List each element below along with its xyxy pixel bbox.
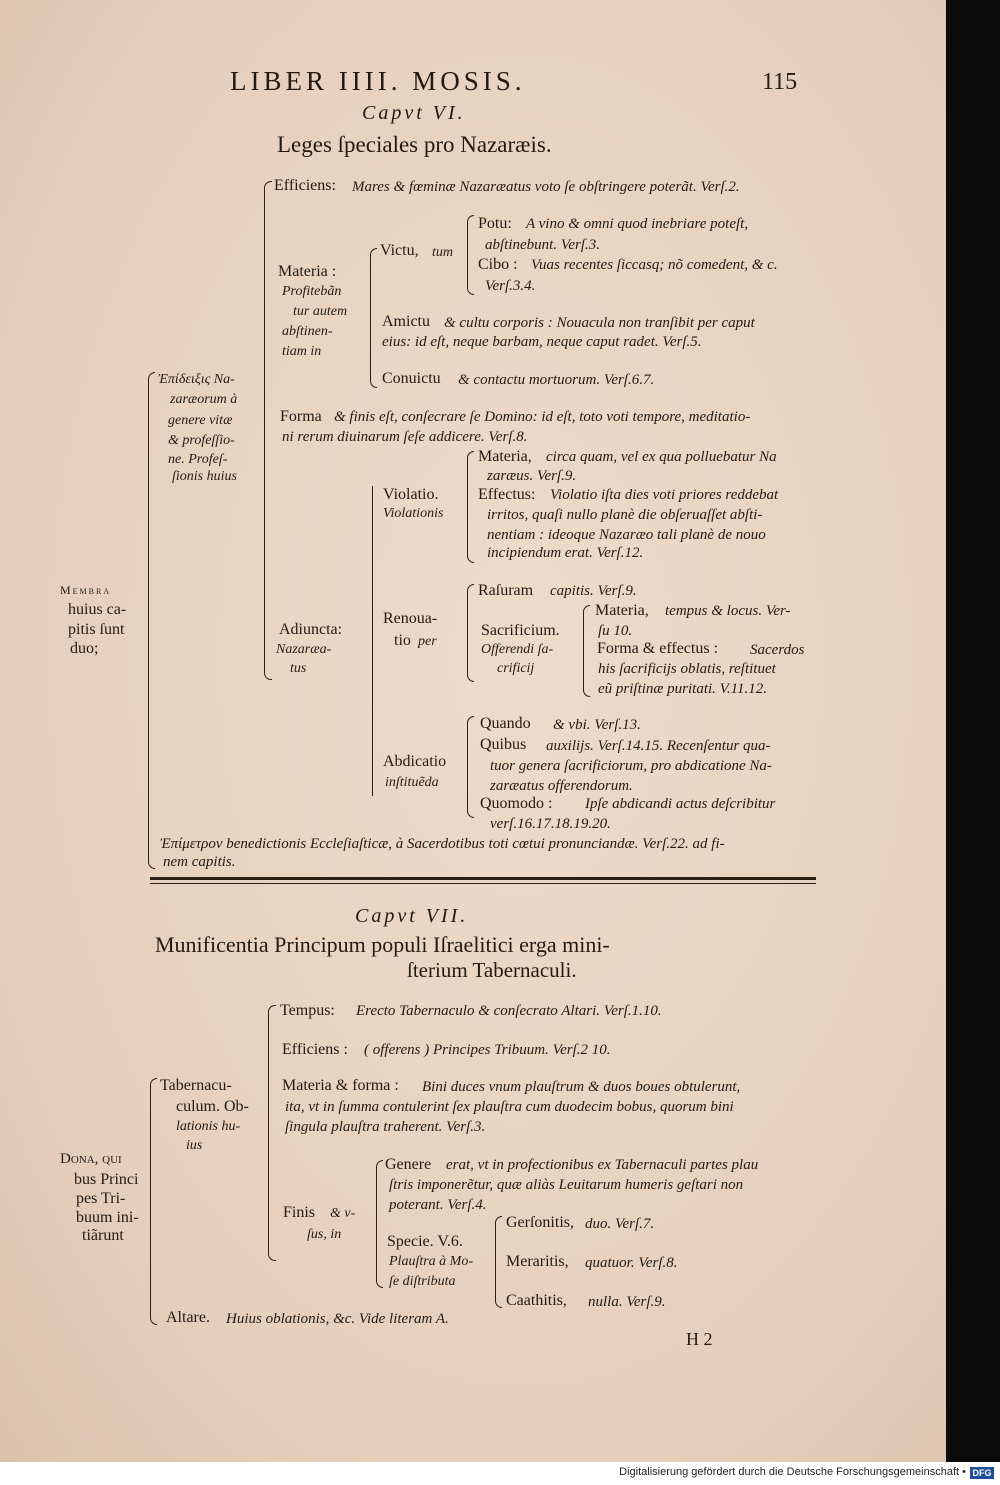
section-divider-thin: [150, 883, 816, 884]
caathitis-text: nulla. Verſ.9.: [588, 1294, 666, 1310]
sacrificium-label: Sacrificium.: [481, 622, 560, 639]
conuictu-label: Conuictu: [382, 370, 441, 387]
membra-2: huius ca-: [68, 601, 127, 618]
adiuncta-label: Adiuncta:: [279, 621, 343, 638]
footer-credit: Digitalisierung gefördert durch die Deutsche Forschungsgemeinschaft •: [619, 1466, 966, 1478]
forma-label: Forma: [280, 408, 322, 425]
renouatio-label-1: Renoua-: [383, 610, 438, 627]
amictu-label: Amictu: [382, 313, 430, 330]
violatio-materia-text-1: circa quam, vel ex qua polluebatur Na: [546, 449, 777, 465]
tabernaculum-1: Tabernacu-: [160, 1077, 232, 1094]
meraritis-label: Meraritis,: [506, 1253, 569, 1270]
footer-bar: [0, 1462, 1000, 1485]
materia7-text-2: ita, vt in ſumma contulerint ſex plauſtra cum duodecim bobus, quorum bini: [285, 1099, 734, 1115]
quomodo-label: Quomodo :: [480, 795, 553, 812]
altare-label: Altare.: [166, 1309, 210, 1326]
genere-label: Genere: [385, 1156, 432, 1173]
quibus-text-3: zaræatus offerendorum.: [490, 778, 633, 794]
brace-epideixis: [148, 372, 155, 869]
abdicatio-sub: inſtituẽda: [385, 775, 439, 790]
cibo-text-2: Verſ.3.4.: [485, 278, 536, 294]
sacr-materia-label: Materia,: [595, 602, 649, 619]
potu-text-2: abſtinebunt. Verſ.3.: [485, 237, 600, 253]
effectus-text-1: Violatio iſta dies voti priores reddebat: [550, 487, 779, 503]
gersonitis-text: duo. Verſ.7.: [585, 1216, 655, 1232]
efficiens7-label: Efficiens :: [282, 1041, 348, 1058]
adiuncta-line: [372, 486, 373, 796]
adiuncta-sub-1: Nazaræa-: [276, 642, 332, 657]
effectus-text-3: nentiam : ideoque Nazaræo tali planè de nouo: [487, 527, 766, 543]
brace-violatio: [467, 451, 474, 563]
genere-text-1: erat, vt in profectionibus ex Tabernaculi partes plau: [446, 1157, 759, 1173]
potu-text-1: A vino & omni quod inebriare poteſt,: [526, 216, 749, 232]
sacrificium-sub-1: Offerendi ſa-: [481, 642, 554, 657]
tabernaculum-4: ius: [186, 1138, 203, 1153]
tabernaculum-3: lationis hu-: [176, 1119, 241, 1134]
materia7-text-1: Bini duces vnum plauſtrum & duos boues obtulerunt,: [422, 1079, 741, 1095]
gersonitis-label: Gerſonitis,: [506, 1214, 574, 1231]
chapter-title-7-line-1: Munificentia Principum populi Iſraelitici erga mini-: [155, 932, 610, 957]
epimetron-text-2: nem capitis.: [163, 854, 236, 870]
epideixis-2: zaræorum à: [170, 392, 238, 407]
sacr-materia-text-1: tempus & locus. Ver-: [665, 603, 791, 619]
dona-5: tiãrunt: [82, 1227, 124, 1244]
epimetron-text-1: Ἐπίμετρον benedictionis Eccleſiaſticæ, à Sacerdotibus toti cœtui pronunciandæ. Verſ.22. ad fi-: [160, 836, 725, 852]
chapter-heading: Capvt VI.: [362, 102, 466, 124]
forma-text-1: & finis eſt, conſecrare ſe Domino: id eſt, toto voti tempore, meditatio-: [334, 409, 751, 425]
caathitis-label: Caathitis,: [506, 1292, 567, 1309]
materia-sub-4: tiam in: [282, 344, 322, 359]
chapter-heading-7: Capvt VII.: [355, 905, 469, 927]
materia7-text-3: ſingula plauſtra traherent. Verſ.3.: [285, 1119, 486, 1135]
chapter-title-7-line-2: ſterium Tabernaculi.: [407, 958, 577, 982]
materia-sub-3: abſtinen-: [282, 324, 333, 339]
victu-label: Victu,: [380, 242, 419, 259]
amictu-text-2: eius: id eſt, neque barbam, neque caput radet. Verſ.5.: [382, 334, 702, 350]
materia7-label: Materia & forma :: [282, 1077, 399, 1094]
violatio-sub: Violationis: [383, 506, 444, 521]
cibo-text-1: Vuas recentes ſiccasq; nõ comedent, & c.: [531, 257, 778, 273]
meraritis-text: quatuor. Verſ.8.: [585, 1255, 678, 1271]
epideixis-5: ne. Profeſ-: [168, 452, 228, 467]
brace-tabernaculum: [268, 1005, 276, 1261]
brace-materia: [370, 248, 377, 388]
sacrificium-sub-2: crificij: [497, 661, 535, 676]
conuictu-text: & contactu mortuorum. Verſ.6.7.: [458, 372, 655, 388]
epideixis-4: & profeſſio-: [168, 433, 235, 448]
tempus-label: Tempus:: [280, 1002, 335, 1019]
forma-text-2: ni rerum diuinarum ſeſe addicere. Verſ.8.: [282, 429, 528, 445]
violatio-materia-label: Materia,: [478, 448, 532, 465]
dona-3: pes Tri-: [76, 1190, 126, 1207]
violatio-label: Violatio.: [383, 486, 439, 503]
renouatio-per: per: [418, 634, 437, 649]
chapter-title: Leges ſpeciales pro Nazaræis.: [277, 132, 552, 157]
running-title: LIBER IIII. MOSIS.: [230, 66, 526, 96]
brace-finis: [376, 1160, 383, 1288]
epideixis-6: ſionis huius: [172, 469, 237, 484]
tabernaculum-2: culum. Ob-: [176, 1098, 249, 1115]
quando-label: Quando: [480, 715, 531, 732]
epideixis-1: Ἐπίδειξις Na-: [158, 372, 235, 387]
section-divider: [150, 877, 816, 880]
quomodo-text-1: Ipſe abdicandi actus deſcribitur: [585, 796, 776, 812]
genere-text-3: poterant. Verſ.4.: [389, 1197, 487, 1213]
dona-2: bus Princi: [74, 1171, 139, 1188]
brace-victu: [467, 215, 474, 295]
adiuncta-sub-2: tus: [290, 661, 307, 676]
materia-label: Materia :: [278, 263, 337, 280]
materia-sub-2: tur autem: [293, 304, 348, 319]
epideixis-3: genere vitæ: [168, 413, 233, 428]
specie-label: Specie. V.6.: [387, 1233, 463, 1250]
finis-sub: & v-: [330, 1206, 356, 1221]
effectus-text-2: irritos, quaſi nullo planè die obſeruaſſet abſti-: [487, 507, 763, 523]
sacr-forma-text-2: his ſacrificijs oblatis, reſtituet: [598, 661, 776, 677]
violatio-materia-text-2: zaræus. Verſ.9.: [487, 468, 577, 484]
quibus-label: Quibus: [480, 736, 527, 753]
membra-3: pitis ſunt: [68, 621, 125, 638]
efficiens-label: Efficiens:: [274, 177, 336, 194]
rasuram-text: capitis. Verſ.9.: [550, 583, 637, 599]
specie-sub-1: Plauſtra à Mo-: [389, 1254, 473, 1269]
quibus-text-1: auxilijs. Verſ.14.15. Recenſentur qua-: [546, 738, 771, 754]
page-number: 115: [762, 69, 798, 95]
signature-mark: H 2: [686, 1329, 713, 1349]
brace-sacrificium: [583, 605, 590, 697]
abdicatio-label: Abdicatio: [383, 753, 447, 770]
sacr-forma-text-3: eũ priſtinæ puritati. V.11.12.: [598, 681, 768, 697]
brace-cap6-top: [264, 181, 272, 680]
sacr-forma-label: Forma & effectus :: [597, 640, 719, 657]
finis-sub-2: ſus, in: [307, 1227, 342, 1242]
dfg-logo-icon: DFG: [970, 1467, 994, 1479]
quibus-text-2: tuor genera ſacrificiorum, pro abdicatione Na-: [490, 758, 772, 774]
brace-abdicatio: [467, 716, 474, 818]
potu-label: Potu:: [478, 215, 512, 232]
effectus-label: Effectus:: [478, 486, 536, 503]
effectus-text-4: incipiendum erat. Verſ.12.: [487, 545, 644, 561]
victu-tum: tum: [432, 245, 453, 260]
renouatio-label-2: tio: [394, 632, 411, 649]
materia-sub-1: Profitebãn: [282, 284, 342, 299]
amictu-text-1: & cultu corporis : Nouacula non tranſibit per caput: [444, 315, 755, 331]
rasuram-label: Raſuram: [478, 582, 534, 599]
sacr-forma-text-1: Sacerdos: [750, 642, 805, 658]
efficiens7-text: ( offerens ) Principes Tribuum. Verſ.2 10.: [364, 1042, 611, 1058]
membra-4: duo;: [70, 640, 99, 657]
brace-renouatio: [467, 584, 474, 682]
dona-1: Dona, qui: [60, 1151, 122, 1167]
specie-sub-2: ſe diſtributa: [389, 1274, 456, 1289]
cibo-label: Cibo :: [478, 256, 518, 273]
quando-text: & vbi. Verſ.13.: [553, 717, 641, 733]
brace-dona: [150, 1078, 157, 1325]
brace-specie: [495, 1216, 502, 1308]
membra-1: Membra: [60, 583, 112, 597]
finis-label: Finis: [283, 1204, 316, 1221]
quomodo-text-2: verſ.16.17.18.19.20.: [490, 816, 611, 832]
sacr-materia-text-2: ſu 10.: [598, 623, 633, 639]
efficiens-text: Mares & fœminæ Nazaræatus voto ſe obſtringere poterãt. Verſ.2.: [352, 179, 740, 195]
altare-text: Huius oblationis, &c. Vide literam A.: [226, 1311, 449, 1327]
genere-text-2: ſtris imponerẽtur, quæ aliàs Leuitarum humeris geſtari non: [389, 1177, 744, 1193]
tempus-text: Erecto Tabernaculo & conſecrato Altari. Verſ.1.10.: [356, 1003, 662, 1019]
dona-4: buum ini-: [76, 1209, 139, 1226]
